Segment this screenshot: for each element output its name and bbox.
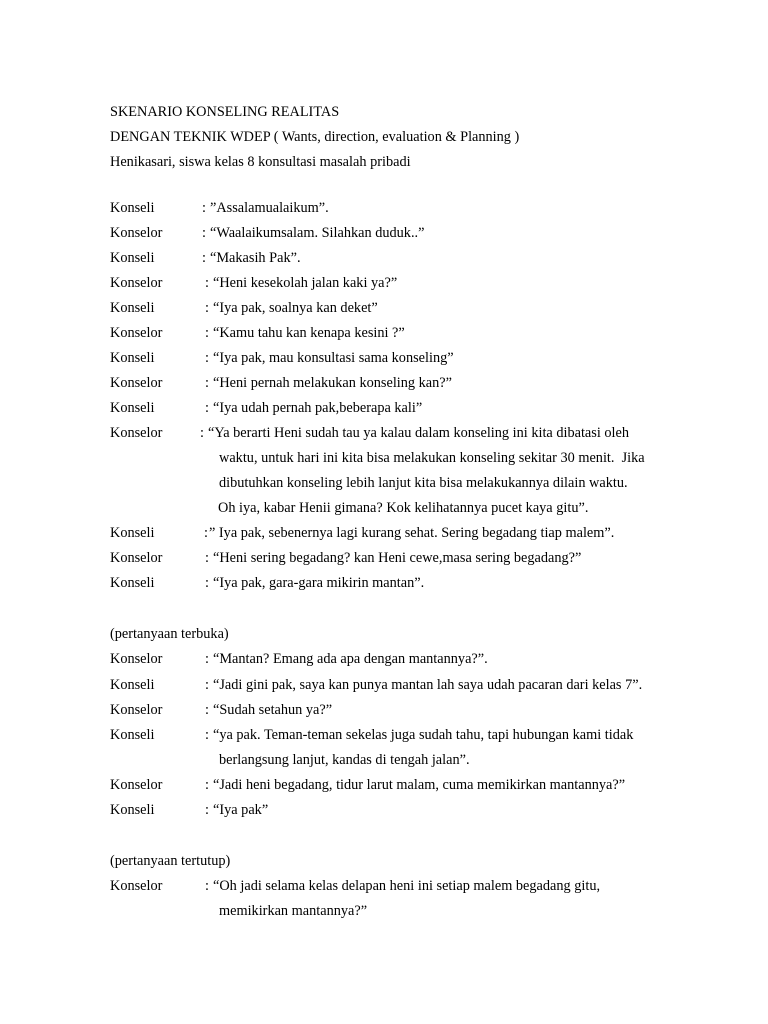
speaker-label: Konselor	[110, 225, 163, 241]
colon: :	[205, 777, 209, 793]
colon: :	[205, 878, 209, 894]
speaker-label: Konselor	[110, 325, 163, 341]
colon: :	[204, 525, 208, 541]
speaker-label: Konseli	[110, 350, 155, 366]
colon: :	[205, 802, 209, 818]
utterance-line: “Mantan? Emang ada apa dengan mantannya?”.	[213, 651, 488, 667]
speaker-label: Konseli	[110, 677, 155, 693]
speaker-label: Konselor	[110, 375, 163, 391]
colon: :	[202, 225, 206, 241]
speaker-label: Konselor	[110, 878, 163, 894]
speaker-label: Konseli	[110, 250, 155, 266]
utterance-line: “Iya pak, mau konsultasi sama konseling”	[213, 350, 454, 366]
speaker-label: Konseli	[110, 575, 155, 591]
speaker-label: Konseli	[110, 200, 155, 216]
colon: :	[200, 425, 204, 441]
speaker-label: Konselor	[110, 651, 163, 667]
colon: :	[202, 250, 206, 266]
utterance-line: “ya pak. Teman-teman sekelas juga sudah tahu, tapi hubungan kami tidak	[213, 727, 634, 743]
utterance-line: “Heni sering begadang? kan Heni cewe,masa sering begadang?”	[213, 550, 582, 566]
colon: :	[205, 275, 209, 291]
colon: :	[205, 677, 209, 693]
colon: :	[205, 727, 209, 743]
document-intro: Henikasari, siswa kelas 8 konsultasi masalah pribadi	[110, 154, 411, 170]
speaker-label: Konselor	[110, 702, 163, 718]
utterance-line: “Jadi heni begadang, tidur larut malam, cuma memikirkan mantannya?”	[213, 777, 626, 793]
utterance-line: Oh iya, kabar Henii gimana? Kok kelihatannya pucet kaya gitu”.	[218, 500, 589, 516]
speaker-label: Konseli	[110, 400, 155, 416]
utterance-line: waktu, untuk hari ini kita bisa melakukan konseling sekitar 30 menit. Jika	[219, 450, 645, 466]
speaker-label: Konselor	[110, 777, 163, 793]
utterance-line: “Iya pak, gara-gara mikirin mantan”.	[213, 575, 425, 591]
utterance-line: dibutuhkan konseling lebih lanjut kita bisa melakukannya dilain waktu.	[219, 475, 628, 491]
utterance-line: “Waalaikumsalam. Silahkan duduk..”	[210, 225, 425, 241]
utterance-line: “Iya pak, soalnya kan deket”	[213, 300, 378, 316]
speaker-label: Konselor	[110, 425, 163, 441]
utterance-line: ” Iya pak, sebenernya lagi kurang sehat. Sering begadang tiap malem”.	[209, 525, 615, 541]
utterance-line: ”Assalamualaikum”.	[210, 200, 329, 216]
colon: :	[205, 375, 209, 391]
colon: :	[205, 702, 209, 718]
colon: :	[202, 200, 206, 216]
utterance-line: berlangsung lanjut, kandas di tengah jalan”.	[219, 752, 470, 768]
speaker-label: Konseli	[110, 802, 155, 818]
document-title: SKENARIO KONSELING REALITAS	[110, 104, 340, 120]
colon: :	[205, 400, 209, 416]
speaker-label: Konselor	[110, 275, 163, 291]
utterance-line: “Iya udah pernah pak,beberapa kali”	[213, 400, 423, 416]
speaker-label: Konselor	[110, 550, 163, 566]
speaker-label: Konseli	[110, 300, 155, 316]
section-heading: (pertanyaan tertutup)	[110, 853, 231, 869]
utterance-line: memikirkan mantannya?”	[219, 903, 368, 919]
utterance-line: “Oh jadi selama kelas delapan heni ini setiap malem begadang gitu,	[213, 878, 601, 894]
colon: :	[205, 325, 209, 341]
speaker-label: Konseli	[110, 525, 155, 541]
section-heading: (pertanyaan terbuka)	[110, 626, 229, 642]
utterance-line: “Kamu tahu kan kenapa kesini ?”	[213, 325, 405, 341]
utterance-line: “Heni pernah melakukan konseling kan?”	[213, 375, 452, 391]
colon: :	[205, 651, 209, 667]
colon: :	[205, 300, 209, 316]
utterance-line: “Makasih Pak”.	[210, 250, 301, 266]
utterance-line: “Jadi gini pak, saya kan punya mantan lah saya udah pacaran dari kelas 7”.	[213, 677, 643, 693]
utterance-line: “Iya pak”	[213, 802, 269, 818]
colon: :	[205, 350, 209, 366]
utterance-line: “Ya berarti Heni sudah tau ya kalau dalam konseling ini kita dibatasi oleh	[208, 425, 629, 441]
utterance-line: “Heni kesekolah jalan kaki ya?”	[213, 275, 398, 291]
utterance-line: “Sudah setahun ya?”	[213, 702, 333, 718]
speaker-label: Konseli	[110, 727, 155, 743]
colon: :	[205, 575, 209, 591]
colon: :	[205, 550, 209, 566]
document-subtitle: DENGAN TEKNIK WDEP ( Wants, direction, evaluation & Planning )	[110, 129, 520, 145]
